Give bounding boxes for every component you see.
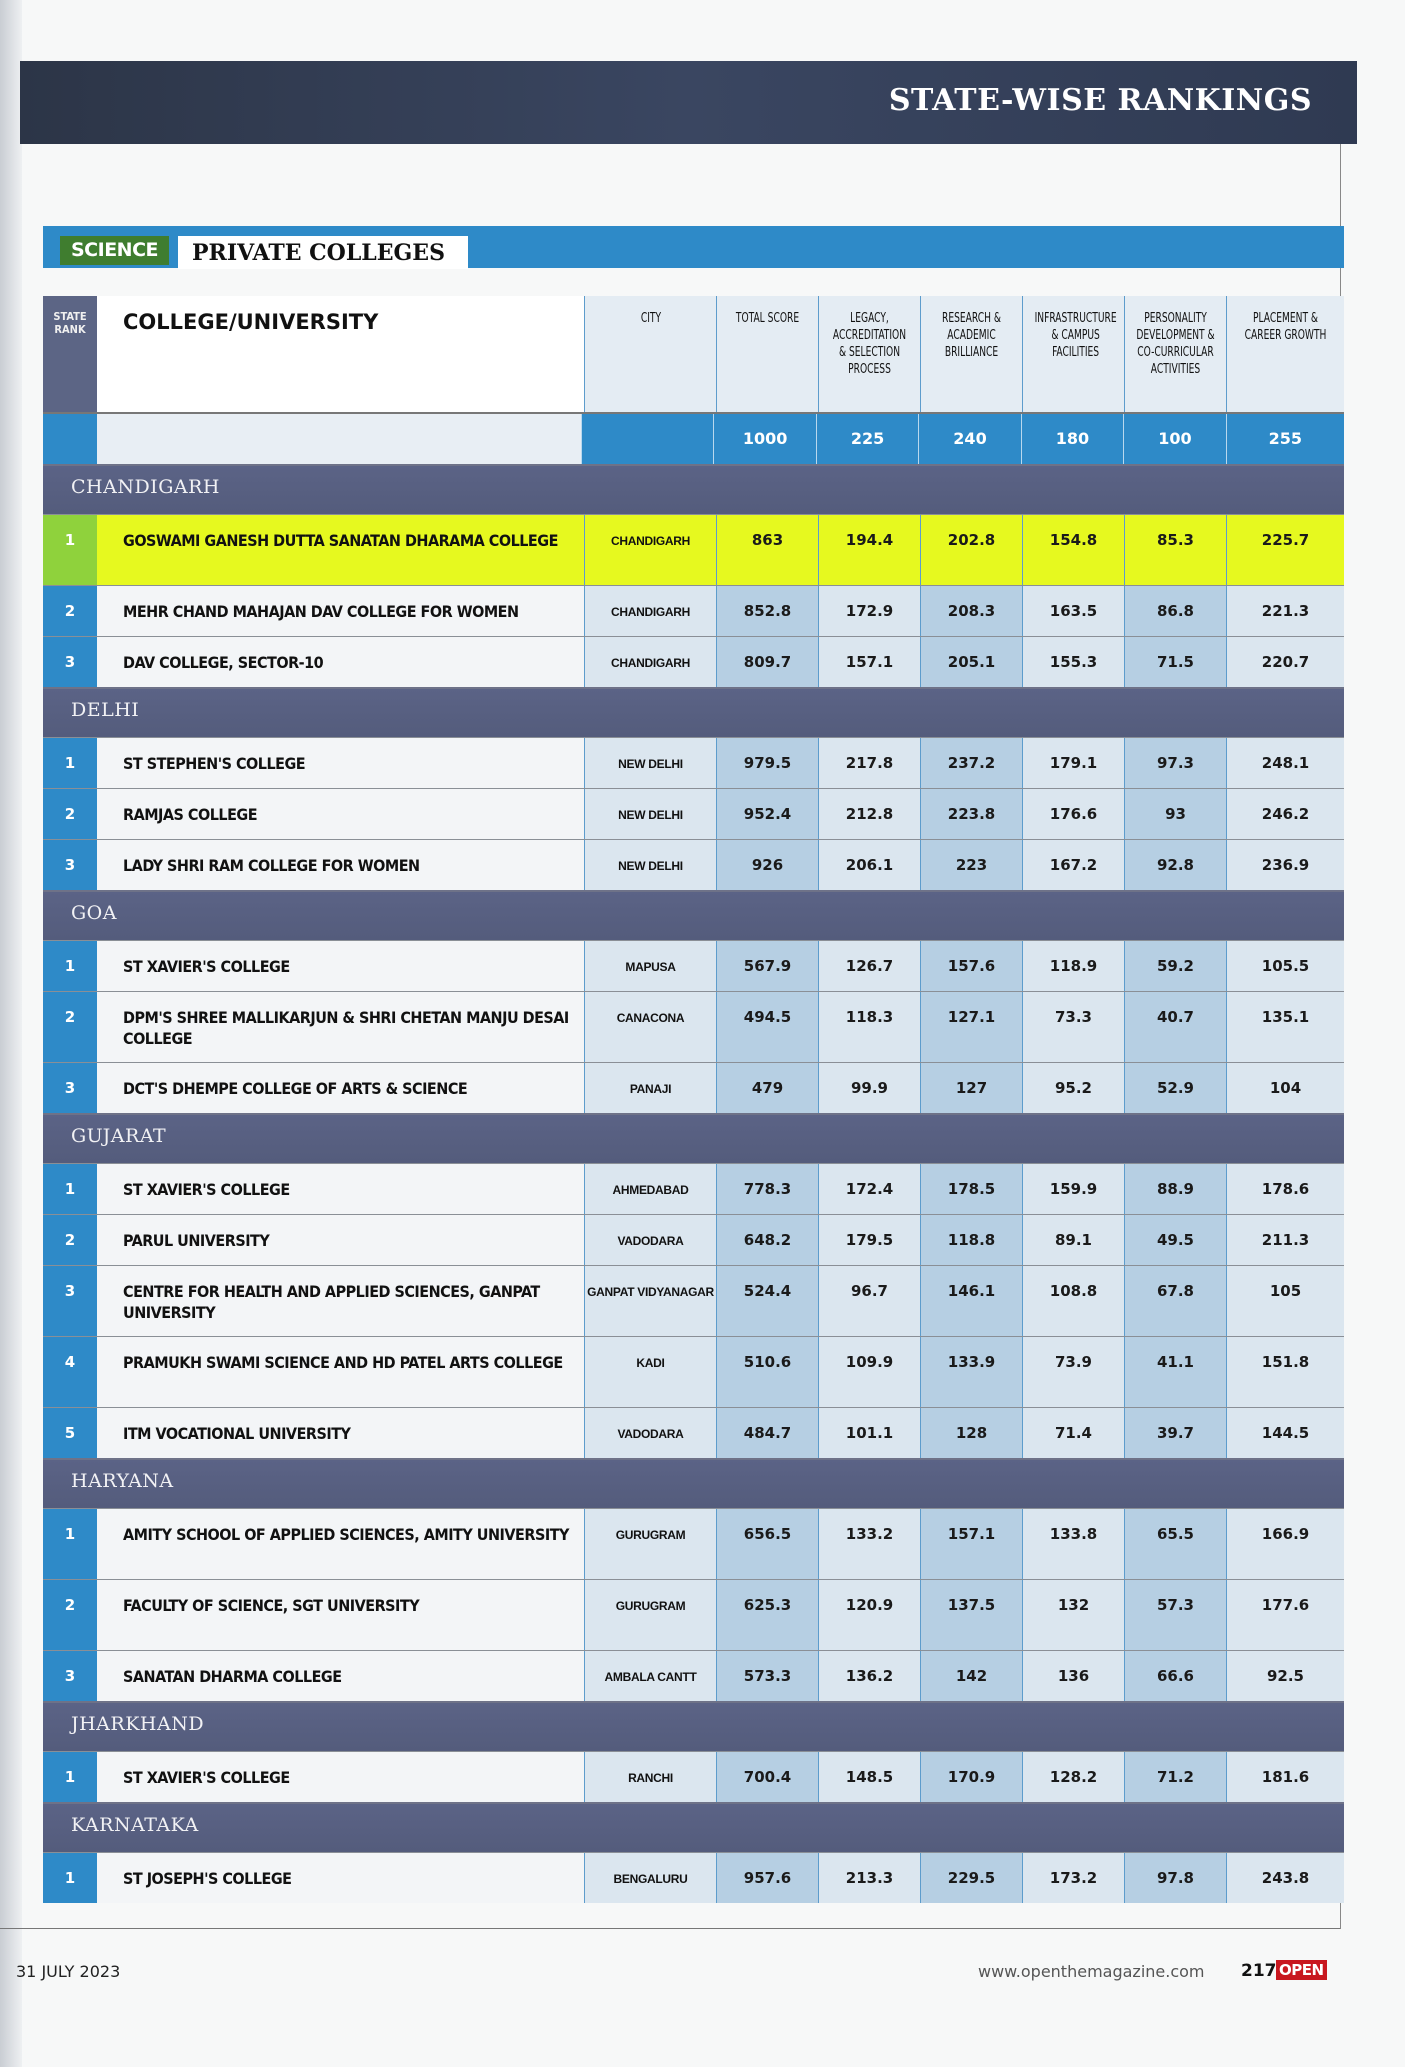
- state-name: DELHI: [71, 699, 140, 721]
- personality-cell: 93: [1124, 789, 1226, 839]
- total-score-cell: 648.2: [716, 1215, 818, 1265]
- rank-cell: 3: [43, 1651, 97, 1701]
- city-cell: RANCHI: [584, 1752, 716, 1802]
- infrastructure-cell: 128.2: [1022, 1752, 1124, 1802]
- research-cell: 127: [920, 1063, 1022, 1113]
- legacy-cell: 194.4: [818, 515, 920, 585]
- city-cell: AMBALA CANTT: [584, 1651, 716, 1701]
- college-name: ST XAVIER'S COLLEGE: [97, 941, 584, 991]
- legacy-cell: 212.8: [818, 789, 920, 839]
- max-legacy: 225: [816, 414, 918, 464]
- college-name: MEHR CHAND MAHAJAN DAV COLLEGE FOR WOMEN: [97, 586, 584, 636]
- city-cell: GURUGRAM: [584, 1509, 716, 1579]
- page-banner: [20, 61, 1357, 144]
- total-score-cell: 494.5: [716, 992, 818, 1062]
- personality-cell: 66.6: [1124, 1651, 1226, 1701]
- rankings-table: [43, 296, 1344, 1903]
- table-row: [43, 737, 1344, 788]
- max-name-cell: [97, 414, 581, 464]
- header-placement: PLACEMENT & CAREER GROWTH: [1226, 296, 1344, 412]
- table-row: [43, 1852, 1344, 1903]
- total-score-cell: 625.3: [716, 1580, 818, 1650]
- total-score-cell: 852.8: [716, 586, 818, 636]
- header-personality: PERSONALITY DEVELOPMENT & CO-CURRICULAR ACTIVITIES: [1124, 296, 1226, 412]
- infrastructure-cell: 73.3: [1022, 992, 1124, 1062]
- state-name: GOA: [71, 902, 117, 924]
- placement-cell: 104: [1226, 1063, 1344, 1113]
- footer-url[interactable]: www.openthemagazine.com: [978, 1962, 1205, 1981]
- state-name: KARNATAKA: [71, 1814, 199, 1836]
- table-row: [43, 1650, 1344, 1701]
- state-band: [43, 890, 1344, 940]
- header-college: COLLEGE/UNIVERSITY: [97, 296, 584, 412]
- placement-cell: 225.7: [1226, 515, 1344, 585]
- legacy-cell: 136.2: [818, 1651, 920, 1701]
- table-row: [43, 788, 1344, 839]
- infrastructure-cell: 118.9: [1022, 941, 1124, 991]
- open-logo: OPEN: [1276, 1960, 1327, 1980]
- placement-cell: 135.1: [1226, 992, 1344, 1062]
- personality-cell: 86.8: [1124, 586, 1226, 636]
- total-score-cell: 484.7: [716, 1408, 818, 1458]
- personality-cell: 41.1: [1124, 1337, 1226, 1407]
- total-score-cell: 809.7: [716, 637, 818, 687]
- total-score-cell: 656.5: [716, 1509, 818, 1579]
- infrastructure-cell: 95.2: [1022, 1063, 1124, 1113]
- city-cell: GANPAT VIDYANAGAR: [584, 1266, 716, 1336]
- table-body: [43, 464, 1344, 1903]
- max-infrastructure: 180: [1021, 414, 1123, 464]
- college-name: PARUL UNIVERSITY: [97, 1215, 584, 1265]
- rank-cell: 1: [43, 941, 97, 991]
- college-name: ST STEPHEN'S COLLEGE: [97, 738, 584, 788]
- legacy-cell: 179.5: [818, 1215, 920, 1265]
- total-score-cell: 567.9: [716, 941, 818, 991]
- table-row: [43, 991, 1344, 1062]
- state-name: GUJARAT: [71, 1125, 167, 1147]
- max-research: 240: [918, 414, 1020, 464]
- personality-cell: 39.7: [1124, 1408, 1226, 1458]
- infrastructure-cell: 167.2: [1022, 840, 1124, 890]
- placement-cell: 105: [1226, 1266, 1344, 1336]
- state-band: [43, 1802, 1344, 1852]
- personality-cell: 97.8: [1124, 1853, 1226, 1903]
- state-band: [43, 1113, 1344, 1163]
- personality-cell: 97.3: [1124, 738, 1226, 788]
- legacy-cell: 101.1: [818, 1408, 920, 1458]
- personality-cell: 92.8: [1124, 840, 1226, 890]
- rank-cell: 5: [43, 1408, 97, 1458]
- college-name: GOSWAMI GANESH DUTTA SANATAN DHARAMA COLLEGE: [97, 515, 584, 585]
- rank-cell: 1: [43, 738, 97, 788]
- city-cell: VADODARA: [584, 1215, 716, 1265]
- placement-cell: 166.9: [1226, 1509, 1344, 1579]
- state-band: [43, 1458, 1344, 1508]
- research-cell: 133.9: [920, 1337, 1022, 1407]
- research-cell: 178.5: [920, 1164, 1022, 1214]
- rank-cell: 1: [43, 515, 97, 585]
- personality-cell: 52.9: [1124, 1063, 1226, 1113]
- state-band: [43, 464, 1344, 514]
- total-score-cell: 979.5: [716, 738, 818, 788]
- personality-cell: 65.5: [1124, 1509, 1226, 1579]
- table-row: [43, 1163, 1344, 1214]
- rank-cell: 1: [43, 1164, 97, 1214]
- college-name: DCT'S DHEMPE COLLEGE OF ARTS & SCIENCE: [97, 1063, 584, 1113]
- header-research: RESEARCH & ACADEMIC BRILLIANCE: [920, 296, 1022, 412]
- table-header: [43, 296, 1344, 412]
- banner-title: STATE-WISE RANKINGS: [888, 83, 1312, 118]
- city-cell: NEW DELHI: [584, 840, 716, 890]
- max-city: [581, 414, 713, 464]
- table-row: [43, 1751, 1344, 1802]
- college-name: SANATAN DHARMA COLLEGE: [97, 1651, 584, 1701]
- legacy-cell: 96.7: [818, 1266, 920, 1336]
- placement-cell: 221.3: [1226, 586, 1344, 636]
- city-cell: KADI: [584, 1337, 716, 1407]
- page-spine-shadow: [0, 0, 22, 2067]
- state-name: CHANDIGARH: [71, 476, 220, 498]
- total-score-cell: 863: [716, 515, 818, 585]
- total-score-cell: 524.4: [716, 1266, 818, 1336]
- rank-cell: 3: [43, 840, 97, 890]
- college-name: ST JOSEPH'S COLLEGE: [97, 1853, 584, 1903]
- research-cell: 127.1: [920, 992, 1022, 1062]
- section-title: PRIVATE COLLEGES: [192, 240, 445, 266]
- city-cell: PANAJI: [584, 1063, 716, 1113]
- max-personality: 100: [1123, 414, 1225, 464]
- rank-cell: 2: [43, 586, 97, 636]
- rank-cell: 2: [43, 1580, 97, 1650]
- legacy-cell: 148.5: [818, 1752, 920, 1802]
- college-name: CENTRE FOR HEALTH AND APPLIED SCIENCES, GANPAT UNIVERSITY: [97, 1266, 584, 1336]
- city-cell: MAPUSA: [584, 941, 716, 991]
- placement-cell: 144.5: [1226, 1408, 1344, 1458]
- college-name: DAV COLLEGE, SECTOR-10: [97, 637, 584, 687]
- research-cell: 157.1: [920, 1509, 1022, 1579]
- page-number: 217: [1241, 1961, 1277, 1981]
- college-name: RAMJAS COLLEGE: [97, 789, 584, 839]
- total-score-cell: 573.3: [716, 1651, 818, 1701]
- total-score-cell: 479: [716, 1063, 818, 1113]
- legacy-cell: 172.9: [818, 586, 920, 636]
- legacy-cell: 157.1: [818, 637, 920, 687]
- college-name: ST XAVIER'S COLLEGE: [97, 1752, 584, 1802]
- placement-cell: 105.5: [1226, 941, 1344, 991]
- city-cell: CHANDIGARH: [584, 586, 716, 636]
- legacy-cell: 118.3: [818, 992, 920, 1062]
- research-cell: 208.3: [920, 586, 1022, 636]
- college-name: DPM'S SHREE MALLIKARJUN & SHRI CHETAN MANJU DESAI COLLEGE: [97, 992, 584, 1062]
- personality-cell: 71.5: [1124, 637, 1226, 687]
- legacy-cell: 99.9: [818, 1063, 920, 1113]
- rank-cell: 2: [43, 1215, 97, 1265]
- infrastructure-cell: 133.8: [1022, 1509, 1124, 1579]
- total-score-cell: 700.4: [716, 1752, 818, 1802]
- city-cell: VADODARA: [584, 1408, 716, 1458]
- research-cell: 157.6: [920, 941, 1022, 991]
- legacy-cell: 126.7: [818, 941, 920, 991]
- total-score-cell: 952.4: [716, 789, 818, 839]
- table-row: [43, 940, 1344, 991]
- research-cell: 146.1: [920, 1266, 1022, 1336]
- infrastructure-cell: 89.1: [1022, 1215, 1124, 1265]
- legacy-cell: 120.9: [818, 1580, 920, 1650]
- infrastructure-cell: 154.8: [1022, 515, 1124, 585]
- placement-cell: 248.1: [1226, 738, 1344, 788]
- rank-cell: 3: [43, 1063, 97, 1113]
- placement-cell: 151.8: [1226, 1337, 1344, 1407]
- research-cell: 202.8: [920, 515, 1022, 585]
- personality-cell: 40.7: [1124, 992, 1226, 1062]
- city-cell: BENGALURU: [584, 1853, 716, 1903]
- infrastructure-cell: 136: [1022, 1651, 1124, 1701]
- college-name: ITM VOCATIONAL UNIVERSITY: [97, 1408, 584, 1458]
- infrastructure-cell: 71.4: [1022, 1408, 1124, 1458]
- rank-cell: 3: [43, 1266, 97, 1336]
- total-score-cell: 926: [716, 840, 818, 890]
- personality-cell: 85.3: [1124, 515, 1226, 585]
- max-score-row: [43, 412, 1344, 464]
- placement-cell: 177.6: [1226, 1580, 1344, 1650]
- research-cell: 223: [920, 840, 1022, 890]
- research-cell: 170.9: [920, 1752, 1022, 1802]
- infrastructure-cell: 179.1: [1022, 738, 1124, 788]
- city-cell: NEW DELHI: [584, 738, 716, 788]
- infrastructure-cell: 155.3: [1022, 637, 1124, 687]
- max-placement: 255: [1226, 414, 1344, 464]
- science-tag: SCIENCE: [60, 236, 169, 265]
- legacy-cell: 133.2: [818, 1509, 920, 1579]
- placement-cell: 92.5: [1226, 1651, 1344, 1701]
- research-cell: 128: [920, 1408, 1022, 1458]
- placement-cell: 181.6: [1226, 1752, 1344, 1802]
- table-row: [43, 1579, 1344, 1650]
- infrastructure-cell: 176.6: [1022, 789, 1124, 839]
- rank-cell: 3: [43, 637, 97, 687]
- infrastructure-cell: 132: [1022, 1580, 1124, 1650]
- infrastructure-cell: 108.8: [1022, 1266, 1124, 1336]
- total-score-cell: 510.6: [716, 1337, 818, 1407]
- research-cell: 142: [920, 1651, 1022, 1701]
- header-infrastructure: INFRASTRUCTURE & CAMPUS FACILITIES: [1022, 296, 1124, 412]
- personality-cell: 88.9: [1124, 1164, 1226, 1214]
- table-row: [43, 1214, 1344, 1265]
- city-cell: GURUGRAM: [584, 1580, 716, 1650]
- table-row: [43, 1265, 1344, 1336]
- footer-date: 31 JULY 2023: [16, 1962, 121, 1981]
- table-row: [43, 585, 1344, 636]
- research-cell: 118.8: [920, 1215, 1022, 1265]
- city-cell: CANACONA: [584, 992, 716, 1062]
- rank-cell: 4: [43, 1337, 97, 1407]
- research-cell: 223.8: [920, 789, 1022, 839]
- max-total: 1000: [713, 414, 815, 464]
- placement-cell: 246.2: [1226, 789, 1344, 839]
- city-cell: CHANDIGARH: [584, 637, 716, 687]
- max-rank-cell: [43, 414, 97, 464]
- legacy-cell: 206.1: [818, 840, 920, 890]
- placement-cell: 236.9: [1226, 840, 1344, 890]
- header-legacy: LEGACY, ACCREDITATION & SELECTION PROCESS: [818, 296, 920, 412]
- rank-cell: 2: [43, 992, 97, 1062]
- personality-cell: 67.8: [1124, 1266, 1226, 1336]
- footer-rule: [0, 1928, 1340, 1929]
- total-score-cell: 957.6: [716, 1853, 818, 1903]
- college-name: AMITY SCHOOL OF APPLIED SCIENCES, AMITY UNIVERSITY: [97, 1509, 584, 1579]
- city-cell: NEW DELHI: [584, 789, 716, 839]
- table-row: [43, 839, 1344, 890]
- research-cell: 205.1: [920, 637, 1022, 687]
- personality-cell: 57.3: [1124, 1580, 1226, 1650]
- personality-cell: 71.2: [1124, 1752, 1226, 1802]
- legacy-cell: 213.3: [818, 1853, 920, 1903]
- legacy-cell: 217.8: [818, 738, 920, 788]
- legacy-cell: 109.9: [818, 1337, 920, 1407]
- city-cell: CHANDIGARH: [584, 515, 716, 585]
- placement-cell: 243.8: [1226, 1853, 1344, 1903]
- rank-cell: 2: [43, 789, 97, 839]
- research-cell: 137.5: [920, 1580, 1022, 1650]
- table-row: [43, 1062, 1344, 1113]
- infrastructure-cell: 163.5: [1022, 586, 1124, 636]
- header-total-score: TOTAL SCORE: [716, 296, 818, 412]
- state-name: HARYANA: [71, 1470, 174, 1492]
- table-row: [43, 1508, 1344, 1579]
- infrastructure-cell: 173.2: [1022, 1853, 1124, 1903]
- rank-cell: 1: [43, 1509, 97, 1579]
- city-cell: AHMEDABAD: [584, 1164, 716, 1214]
- research-cell: 229.5: [920, 1853, 1022, 1903]
- rank-cell: 1: [43, 1853, 97, 1903]
- college-name: PRAMUKH SWAMI SCIENCE AND HD PATEL ARTS COLLEGE: [97, 1337, 584, 1407]
- personality-cell: 49.5: [1124, 1215, 1226, 1265]
- college-name: FACULTY OF SCIENCE, SGT UNIVERSITY: [97, 1580, 584, 1650]
- table-row: [43, 1336, 1344, 1407]
- state-band: [43, 687, 1344, 737]
- infrastructure-cell: 159.9: [1022, 1164, 1124, 1214]
- state-name: JHARKHAND: [71, 1713, 205, 1735]
- table-row: [43, 1407, 1344, 1458]
- table-row: [43, 514, 1344, 585]
- header-city: CITY: [584, 296, 716, 412]
- header-state-rank: STATE RANK: [43, 296, 97, 412]
- total-score-cell: 778.3: [716, 1164, 818, 1214]
- college-name: ST XAVIER'S COLLEGE: [97, 1164, 584, 1214]
- state-band: [43, 1701, 1344, 1751]
- rank-cell: 1: [43, 1752, 97, 1802]
- table-row: [43, 636, 1344, 687]
- placement-cell: 220.7: [1226, 637, 1344, 687]
- personality-cell: 59.2: [1124, 941, 1226, 991]
- legacy-cell: 172.4: [818, 1164, 920, 1214]
- placement-cell: 178.6: [1226, 1164, 1344, 1214]
- research-cell: 237.2: [920, 738, 1022, 788]
- college-name: LADY SHRI RAM COLLEGE FOR WOMEN: [97, 840, 584, 890]
- placement-cell: 211.3: [1226, 1215, 1344, 1265]
- infrastructure-cell: 73.9: [1022, 1337, 1124, 1407]
